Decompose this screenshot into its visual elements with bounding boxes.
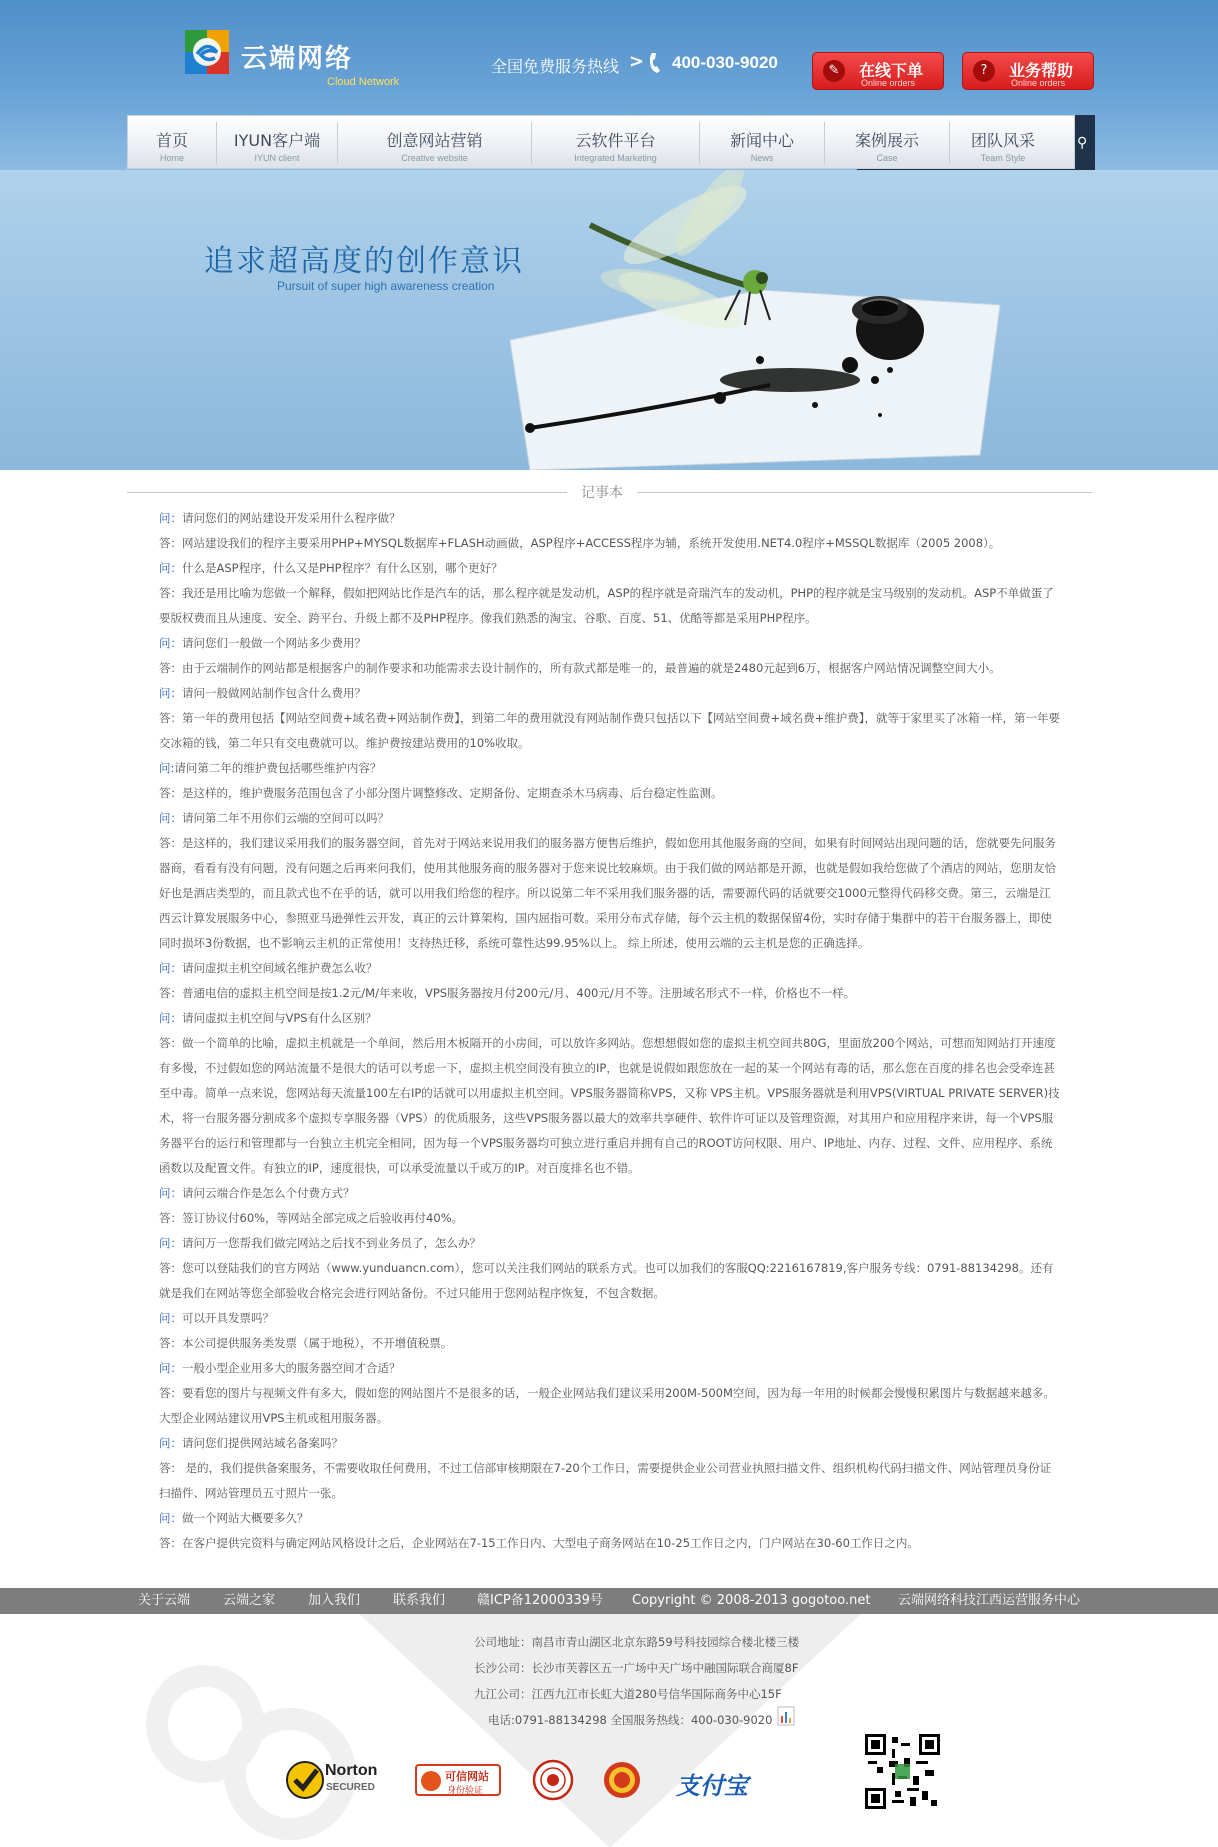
faq-question (159, 1231, 1062, 1256)
faq-answer: 答：签订协议付60%，等网站全部完成之后验收再付40%。 (159, 1211, 464, 1225)
footer-link-join[interactable]: 加入我们 (308, 1593, 361, 1608)
footer-link-contact[interactable]: 联系我们 (393, 1593, 446, 1608)
nav-label: IYUN客户端 (233, 131, 321, 150)
search-icon: ⚲ (1077, 135, 1088, 151)
nav-item-cloud-software[interactable] (532, 116, 699, 170)
question-text: 可以开具发票吗？ (182, 1311, 274, 1325)
question-text: 请问万一您帮我们做完网站之后找不到业务员了，怎么办？ (182, 1236, 481, 1250)
alipay-label: 支付宝 (676, 1772, 748, 1800)
faq-answer: 答：第一年的费用包括【网站空间费+域名费+网站制作费】，到第二年的费用就没有网站制作费只包括以下【网站空间费+域名费+维护费】，就等于家里买了冰箱一样，第一年要交冰箱的钱，第二年只有交电费就可以。维护费按建站费用的10%收取。 (159, 711, 1061, 750)
question-text: 请问第二年的维护费包括哪些维护内容？ (174, 761, 382, 775)
question-text: 请问您们一般做一个网站多少费用？ (182, 636, 366, 650)
question-tag: 问: (159, 761, 175, 775)
business-help-label: 业务帮助 (1009, 61, 1074, 80)
faq-answer: 答：我还是用比喻为您做一个解释，假如把网站比作是汽车的话，那么程序就是发动机，ASP的程序就是奇瑞汽车的发动机，PHP的程序就是宝马级别的发动机。ASP不单做蛋了要版权费而且从速度、安全、跨平台、升级上都不及PHP程序。像我们熟悉的淘宝、谷歌、百度、51、优酷等都是采用PHP程序。 (159, 586, 1054, 625)
question-tag: 问： (159, 811, 182, 825)
nav-label: 案例展示 (854, 131, 919, 150)
trusted-logo-icon (421, 1771, 441, 1791)
nav-sublabel: Creative website (401, 153, 468, 163)
address-jiujiang: 九江公司：江西九江市长虹大道280号信华国际商务中心15F (474, 1687, 782, 1701)
address-phone: 电话:0791-88134298 全国服务热线：400-030-9020 (488, 1713, 773, 1727)
faq-answer: 答：网站建设我们的程序主要采用PHP+MYSQL数据库+FLASH动画做，ASP程序+ACCESS程序为辅，系统开发使用.NET4.0程序+MSSQL数据库（2005 2008）。 (159, 536, 1001, 550)
footer-link-about[interactable]: 关于云端 (138, 1593, 191, 1608)
nav-label: 云软件平台 (575, 131, 656, 150)
question-text: 请问虚拟主机空间域名维护费怎么收？ (182, 961, 378, 975)
question-tag: 问： (159, 1186, 182, 1200)
norton-check-icon (285, 1760, 325, 1800)
norton-label: Norton (325, 1762, 378, 1779)
hotline-arrow: > (629, 51, 645, 72)
question-text: 做一个网站大概要多久？ (182, 1511, 309, 1525)
faq-question (159, 1356, 1062, 1381)
brand-subname: Cloud Network (327, 76, 400, 88)
address-changsha: 长沙公司：长沙市芙蓉区五一广场中天广场中融国际联合商厦8F (474, 1661, 799, 1675)
question-text: 请问虚拟主机空间与VPS有什么区别？ (182, 1011, 377, 1025)
faq-answer: 答：普通电信的虚拟主机空间是按1.2元/M/年来收，VPS服务器按月付200元/月、400元/月不等。注册域名形式不一样，价格也不一样。 (159, 986, 856, 1000)
faq-answer: 答：要看您的图片与视频文件有多大，假如您的网站图片不是很多的话，一般企业网站我们建议采用200M-500M空间，因为每一年用的时候都会慢慢积累图片与数据越来越多。大型企业网站建议用VPS主机或租用服务器。 (159, 1386, 1055, 1425)
nav-sublabel: Home (159, 153, 184, 163)
faq-question (159, 681, 1062, 706)
alipay-badge[interactable] (676, 1764, 772, 1798)
hero-banner (0, 170, 1218, 470)
faq-answer: 答：由于云端制作的网站都是根据客户的制作要求和功能需求去设计制作的，所有款式都是唯一的，最普遍的就是2480元起到6万，根据客户网站情况调整空间大小。 (159, 661, 1001, 675)
faq-question (159, 1306, 1062, 1331)
faq-question (159, 956, 1062, 981)
question-tag: 问： (159, 1011, 182, 1025)
question-tag: 问： (159, 1511, 182, 1525)
question-tag: 问： (159, 686, 182, 700)
search-toggle[interactable] (1075, 115, 1095, 169)
nav-sublabel: News (750, 153, 774, 163)
nav-item-team[interactable] (950, 116, 1056, 170)
nav-label: 创意网站营销 (386, 131, 483, 150)
faq-answer: 答： 是的，我们提供备案服务，不需要收取任何费用，不过工信部审核期限在7-20个工作日，需要提供企业公司营业执照扫描文件、组织机构代码扫描文件、网站管理员身份证扫描件、网站管理员五寸照片一张。 (159, 1461, 1052, 1500)
faq-question (159, 506, 1062, 531)
main-nav (127, 115, 1075, 169)
question-text: 请问云端合作是怎么个付费方式？ (182, 1186, 355, 1200)
footer-company: 云端网络科技江西运营服务中心 (898, 1593, 1081, 1608)
faq-question (159, 1006, 1062, 1031)
question-tag: 问： (159, 511, 182, 525)
business-help-sublabel: Online orders (1011, 78, 1066, 88)
nav-item-creative-website[interactable] (338, 116, 531, 170)
nav-sublabel: IYUN client (254, 153, 300, 163)
nav-item-cases[interactable] (825, 116, 949, 170)
online-order-label: 在线下单 (859, 61, 924, 80)
nav-item-home[interactable] (128, 116, 216, 170)
logo[interactable] (183, 28, 483, 88)
norton-sublabel: SECURED (326, 1782, 375, 1793)
trust-online-seal-icon[interactable] (532, 1759, 574, 1801)
faq-question (159, 1431, 1062, 1456)
nav-sublabel: Integrated Marketing (574, 153, 657, 163)
section-header (127, 482, 1092, 502)
faq-answer: 答：是这样的，我们建议采用我们的服务器空间，首先对于网站来说用我们的服务器方便售后维护，假如您用其他服务商的空间，如果有时间网站出现问题的话，您就要先问服务器商，看看有没有问题，没有问题之后再来问我们，使用其他服务商的服务器对于您来说比较麻烦。由于我们做的网站都是开源，也就是假如我给您做了个酒店的网站，您朋友恰好也是酒店类型的，而且款式也不在乎的话，就可以用我们给您的程序。所以说第二年不采用我们服务器的话，需要源代码的话就要交1000元整得代码移交费。第三，云端是江西云计算发展服务中心，参照亚马逊弹性云开发，真正的云计算架构，国内屈指可数。采用分布式存储，每个云主机的数据保留4份，实时存储于集群中的若干台服务器上，即使同时损坏3份数据，也不影响云主机的正常使用！支持热迁移，系统可靠性达99.95%以上。 综上所述，使用云端的云主机是您的正确选择。 (159, 836, 1056, 950)
question-text: 请问第二年不用你们云端的空间可以吗？ (182, 811, 389, 825)
faq-answer: 答：是这样的，维护费服务范围包含了小部分图片调整修改、定期备份、定期查杀木马病毒、后台稳定性监测。 (159, 786, 723, 800)
faq-answer: 答：您可以登陆我们的官方网站（www.yunduancn.com），您可以关注我们网站的联系方式。也可以加我们的客服QQ:2216167819,客户服务专线：0791-88134298。还有就是我们在网站等您全部验收合格完会进行网站备份。不过只能用于您网站程序恢复，不包含数据。 (159, 1261, 1054, 1300)
trusted-sublabel: 身份验证 (447, 1786, 484, 1796)
government-emblem-icon[interactable] (602, 1760, 642, 1800)
nav-item-news[interactable] (700, 116, 824, 170)
trusted-website-badge[interactable] (415, 1764, 501, 1796)
question-tag: 问： (159, 961, 182, 975)
question-tag: 问： (159, 1436, 182, 1450)
hotline-number[interactable]: 400-030-9020 (672, 53, 778, 72)
faq-question (159, 756, 1062, 781)
nav-sublabel: Case (876, 153, 898, 163)
hotline-label: 全国免费服务热线 (491, 57, 620, 76)
question-icon: ? (973, 60, 995, 82)
faq-question (159, 631, 1062, 656)
question-tag: 问： (159, 1311, 182, 1325)
pen-icon: ✎ (823, 60, 845, 82)
logo-mark-icon (183, 28, 231, 76)
faq-question (159, 806, 1062, 831)
question-tag: 问： (159, 636, 182, 650)
business-help-button[interactable] (962, 52, 1094, 90)
faq-answer: 答：做一个简单的比喻，虚拟主机就是一个单间，然后用木板隔开的小房间，可以放许多网站。您想想假如您的虚拟主机空间共80G，里面放200个网站，可想而知网站打开速度有多慢，不过假如您的网站流量不是很大的话可以考虑一下，虚拟主机空间没有独立的IP，也就是说假如跟您放在一起的某一个网站有毒的话，那么您在百度的排名也会受牵连甚至中毒。简单一点来说，您网站每天流量100左右IP的话就可以用虚拟主机空间。VPS服务器简称VPS，又称 VPS主机。VPS服务器就是利用VPS(VIRTUAL PRIVATE SERVER)技术，将一台服务器分割成多个虚拟专享服务器（VPS）的优质服务，这些VPS服务器以最大的效率共享硬件、软件许可证以及管理资源，对其用户和应用程序来讲，每一个VPS服务器平台的运行和管理都与一台独立主机完全相同，因为每一个VPS服务器均可独立进行重启并拥有自己的ROOT访问权限、用户、IP地址、内存、过程、文件、应用程序、系统函数以及配置文件。有独立的IP，速度很快，可以承受流量以千或万的IP。对百度排名也不错。 (159, 1036, 1060, 1175)
nav-label: 新闻中心 (729, 131, 794, 150)
nav-label: 团队风采 (970, 131, 1035, 150)
footer-links-bar (0, 1588, 1218, 1614)
question-text: 请问一般做网站制作包含什么费用？ (182, 686, 366, 700)
faq-question (159, 556, 1062, 581)
nav-label: 首页 (155, 131, 188, 150)
online-order-sublabel: Online orders (861, 78, 916, 88)
qr-code-icon (865, 1734, 940, 1809)
norton-badge[interactable] (285, 1760, 385, 1800)
faq-question (159, 1181, 1062, 1206)
brand-name: 云端网络 (241, 44, 354, 74)
faq-list (159, 506, 1062, 1556)
online-order-button[interactable] (812, 52, 944, 90)
address-hq: 公司地址：南昌市青山湖区北京东路59号科技园综合楼北楼三楼 (474, 1635, 800, 1649)
nav-sublabel: Team Style (980, 153, 1026, 163)
faq-answer: 答：本公司提供服务类发票（属于地税），不开增值税票。 (159, 1336, 453, 1350)
question-tag: 问： (159, 561, 182, 575)
phone-icon (648, 52, 662, 74)
banner-title: 追求超高度的创作意识 (204, 244, 524, 279)
faq-answer: 答：在客户提供完资料与确定网站风格设计之后，企业网站在7-15工作日内、大型电子商务网站在10-25工作日之内，门户网站在30-60工作日之内。 (159, 1536, 919, 1550)
banner-subtitle: Pursuit of super high awareness creation (277, 279, 495, 293)
question-text: 请问您们提供网站域名备案吗？ (182, 1436, 343, 1450)
trusted-label: 可信网站 (445, 1770, 489, 1783)
question-tag: 问： (159, 1236, 182, 1250)
stats-icon[interactable] (777, 1706, 795, 1726)
footer-link-home[interactable]: 云端之家 (223, 1593, 276, 1608)
section-title: 记事本 (567, 482, 637, 502)
nav-item-iyun-client[interactable] (217, 116, 337, 170)
question-text: 一般小型企业用多大的服务器空间才合适？ (182, 1361, 401, 1375)
footer-copyright: Copyright © 2008-2013 gogotoo.net (632, 1593, 871, 1608)
faq-question (159, 1506, 1062, 1531)
question-text: 请问您们的网站建设开发采用什么程序做？ (182, 511, 401, 525)
dragonfly-ink-illustration-icon (470, 170, 1030, 470)
footer (0, 1614, 1218, 1847)
footer-icp[interactable]: 赣ICP备12000339号 (477, 1593, 603, 1608)
question-text: 什么是ASP程序，什么又是PHP程序？有什么区别，哪个更好？ (182, 561, 503, 575)
question-tag: 问： (159, 1361, 182, 1375)
